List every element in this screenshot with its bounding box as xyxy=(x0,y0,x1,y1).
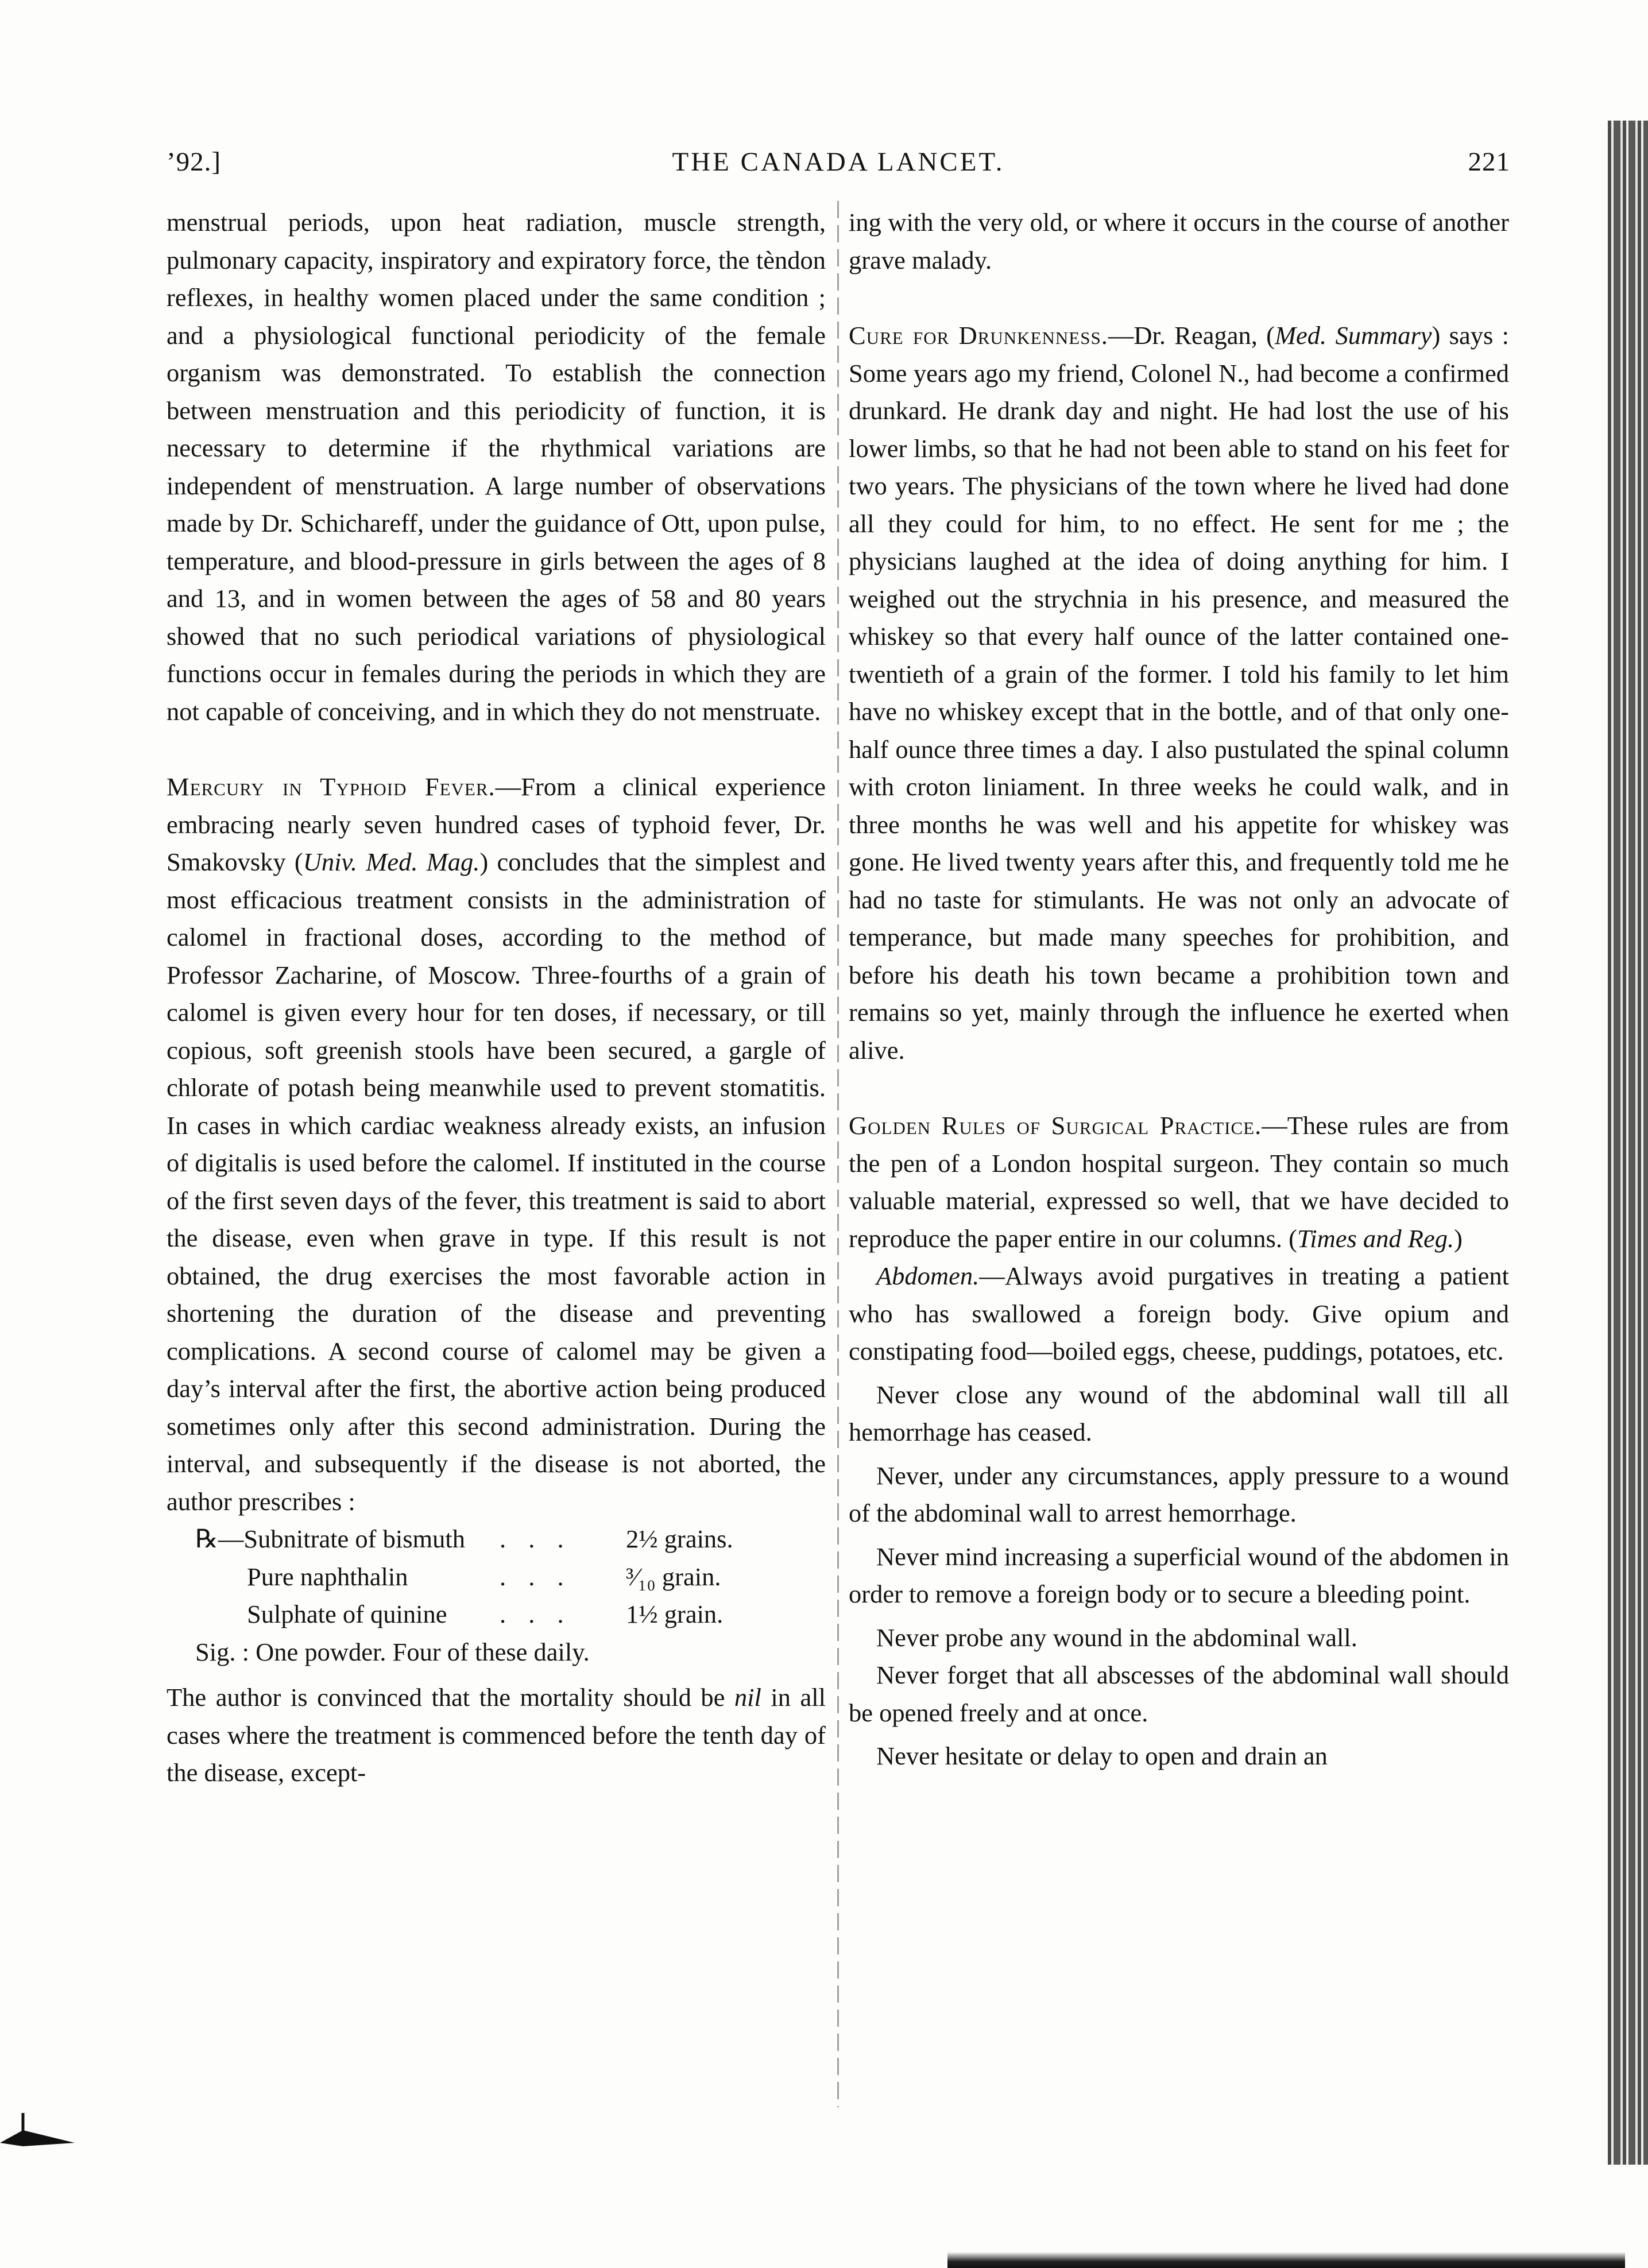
citation: Times and Reg. xyxy=(1297,1224,1454,1253)
prescription-line: ℞—Subnitrate of bismuth . . . 2½ grains. xyxy=(195,1524,733,1553)
rule-item: Never mind increasing a superficial wound of the abdomen in order to remove a foreign body or to secure a bleeding point. xyxy=(849,1542,1509,1608)
header-year: ’92.] xyxy=(167,147,222,177)
scan-edge-right xyxy=(1608,121,1648,2165)
mortality-paragraph: The author is convinced that the mortality should be nil in all cases where the treatment is commenced before the tenth day of the disease, except- xyxy=(167,1683,826,1787)
rule-item: Never probe any wound in the abdominal wall. xyxy=(876,1623,1357,1652)
section-heading-drunkenness: Cure for Drunkenness. xyxy=(849,321,1108,350)
prescription-line: Sulphate of quinine . . . 1½ grain. xyxy=(247,1600,724,1628)
journal-title: THE CANADA LANCET. xyxy=(672,147,1005,177)
citation: Univ. Med. Mag. xyxy=(303,847,480,876)
scan-corner-mark xyxy=(0,2113,75,2147)
continuation-paragraph: ing with the very old, or where it occurs in the course of another grave malady. xyxy=(849,208,1509,274)
mercury-typhoid-paragraph: Mercury in Typhoid Fever.—From a clinical experience embracing nearly seven hundred cases of typhoid fever, Dr. Smakovsky (Univ. Med. Mag.) concludes that the simplest and most efficacious treatment consists in the administration of calomel in fractional doses, according to the method of Professor Zacharine, of Moscow. Three-fourths of a grain of calomel is given every hour for ten doses, if necessary, or till copious, soft greenish stools have been secured, a gargle of chlorate of potash being meanwhile used to prevent stomatitis. In cases in which cardiac weakness already exists, an infusion of digitalis is used before the calomel. If instituted in the course of the first seven days of the fever, this treatment is said to abort the disease, even when grave in type. If this result is not obtained, the drug exercises the most favorable action in shortening the duration of the disease and preventing complications. A second course of calomel may be given a day’s interval after the first, the abortive action being produced sometimes only after this second administration. During the interval, and subsequently if the disease is not aborted, the author prescribes : xyxy=(167,772,826,1516)
golden-rules-paragraph: Golden Rules of Surgical Practice.—These rules are from the pen of a London hospital surgeon. They contain so much valuable material, expressed so well, that we have decided to reproduce the paper entire in our columns. (Times and Reg.) xyxy=(849,1111,1509,1253)
subheading-abdomen: Abdomen. xyxy=(876,1261,980,1290)
section-heading-golden-rules: Golden Rules of Surgical Practice. xyxy=(849,1111,1262,1140)
rule-item: Never close any wound of the abdominal wall till all hemorrhage has ceased. xyxy=(849,1380,1509,1446)
left-column xyxy=(167,204,826,1792)
drunkenness-paragraph: Cure for Drunkenness.—Dr. Reagan, (Med. Summary) says : Some years ago my friend, Colonel N., had become a confirmed drunkard. He drank day and night. He had lost the use of his lower limbs, so that he had not been able to stand on his feet for two years. The physicians of the town where he lived had done all they could for him, to no effect. He sent for me ; the physicians laughed at the idea of doing anything for him. I weighed out the strychnia in his presence, and measured the whiskey so that every half ounce of the latter contained one-twentieth of a grain of the former. I told his family to let him have no whiskey except that in the bottle, and of that only one-half ounce three times a day. I also pustulated the spinal column with croton liniament. In three weeks he could walk, and in three months he was well and his appetite for whiskey was gone. He lived twenty years after this, and frequently told me he had no taste for stimulants. He was not only an advocate of temperance, but made many speeches for prohibition, and before his death his town became a prohibition town and remains so yet, mainly through the influence he exerted when alive. xyxy=(849,321,1509,1065)
section-heading-mercury: Mercury in Typhoid Fever. xyxy=(167,772,496,801)
rule-item: Never, under any circumstances, apply pressure to a wound of the abdominal wall to arrest hemorrhage. xyxy=(849,1461,1509,1527)
rule-item: Never forget that all abscesses of the abdominal wall should be opened freely and at once. xyxy=(849,1661,1509,1727)
prescription-sig: Sig. : One powder. Four of these daily. xyxy=(195,1637,590,1666)
prescription xyxy=(167,1520,826,1671)
running-header xyxy=(167,146,1510,187)
prescription-line: Pure naphthalin . . . ³⁄₁₀ grain. xyxy=(247,1562,721,1591)
right-column xyxy=(849,204,1509,1775)
menstruation-paragraph: menstrual periods, upon heat radiation, muscle strength, pulmonary capacity, inspiratory and expiratory force, the tèndon reflexes, in healthy women placed under the same condition ; and a physiological functional periodicity of the female organism was demonstrated. To establish the connection between menstruation and this periodicity of function, it is necessary to determine if the rhythmical variations are independent of menstruation. A large number of observations made by Dr. Schichareff, under the guidance of Ott, upon pulse, temperature, and blood-pressure in girls between the ages of 8 and 13, and in women between the ages of 58 and 80 years showed that no such periodical variations of physiological functions occur in females during the periods in which they are not capable of conceiving, and in which they do not menstruate. xyxy=(167,208,826,726)
page-number: 221 xyxy=(1468,147,1510,177)
rule-item: Never hesitate or delay to open and drain an xyxy=(876,1741,1328,1770)
scan-edge-bottom xyxy=(947,2252,1625,2268)
column-divider xyxy=(837,201,839,2107)
citation: Med. Summary xyxy=(1274,321,1432,350)
abdomen-rule: Abdomen.—Always avoid purgatives in treating a patient who has swallowed a foreign body. Give opium and constipating food—boiled eggs, cheese, puddings, potatoes, etc. xyxy=(849,1261,1509,1365)
